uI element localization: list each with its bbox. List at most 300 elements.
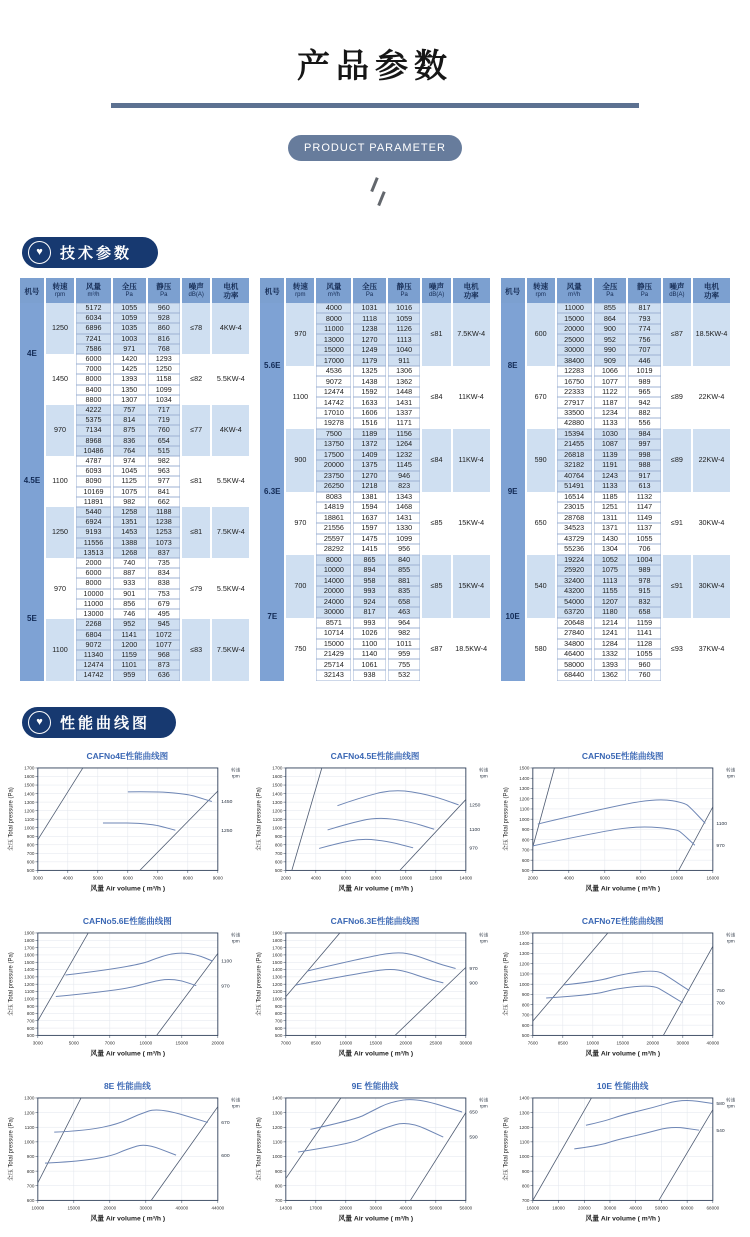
table-cell: 1200 xyxy=(113,640,146,650)
table-cell: 68440 xyxy=(557,670,592,681)
svg-text:1400: 1400 xyxy=(271,790,283,796)
table-cell: 1468 xyxy=(388,502,421,512)
svg-text:1200: 1200 xyxy=(271,1124,283,1130)
table-cell: 946 xyxy=(388,471,421,481)
svg-text:全压 Total pressure (Pa): 全压 Total pressure (Pa) xyxy=(503,951,510,1016)
table-cell: 4E xyxy=(20,303,44,405)
svg-text:500: 500 xyxy=(274,1032,283,1038)
svg-text:全压 Total pressure (Pa): 全压 Total pressure (Pa) xyxy=(503,1117,510,1182)
table-cell: 1375 xyxy=(353,460,386,470)
table-cell: 21429 xyxy=(316,649,351,659)
table-cell: 1171 xyxy=(388,418,421,428)
table-cell: 960 xyxy=(628,659,661,669)
table-cell: 20000 xyxy=(557,324,592,334)
svg-text:3000: 3000 xyxy=(32,1040,43,1046)
column-header: 静压 Pa xyxy=(628,278,661,303)
svg-text:8500: 8500 xyxy=(310,1040,321,1046)
svg-text:900: 900 xyxy=(26,1003,35,1009)
table-cell: 13000 xyxy=(316,334,351,344)
table-cell: 970 xyxy=(46,405,74,456)
table-cell: 860 xyxy=(148,323,181,333)
svg-text:700: 700 xyxy=(522,1012,530,1018)
table-cell: 958 xyxy=(353,576,386,586)
table-cell: 26250 xyxy=(316,481,351,491)
svg-text:500: 500 xyxy=(26,867,35,873)
table-cell: 8E xyxy=(501,303,525,429)
performance-chart xyxy=(5,927,250,1072)
table-cell: 960 xyxy=(148,303,181,313)
table-cell: 755 xyxy=(388,659,421,669)
table-cell: 900 xyxy=(286,429,314,492)
table-row xyxy=(20,456,249,466)
table-cell: 982 xyxy=(148,456,181,466)
table-cell: 1034 xyxy=(148,395,181,405)
title-divider xyxy=(111,103,639,108)
svg-text:rpm: rpm xyxy=(479,772,488,778)
table-cell: 4KW-4 xyxy=(212,405,249,456)
table-cell: 1234 xyxy=(594,408,627,418)
chart-title: CAFNo5.6E性能曲线图 xyxy=(82,915,172,926)
column-header: 电机 功率 xyxy=(693,278,730,303)
chart-title: CAFNo6.3E性能曲线图 xyxy=(330,915,420,926)
table-cell: 11891 xyxy=(76,497,111,507)
svg-text:15000: 15000 xyxy=(369,1040,382,1046)
svg-text:800: 800 xyxy=(274,842,283,848)
table-cell: 1180 xyxy=(594,607,627,617)
table-cell: 11000 xyxy=(557,303,592,313)
table-cell: 982 xyxy=(388,628,421,638)
column-header: 风量 m³/h xyxy=(76,278,111,303)
table-cell: 12474 xyxy=(316,387,351,397)
svg-text:1600: 1600 xyxy=(271,952,283,958)
svg-text:5000: 5000 xyxy=(92,874,103,880)
svg-text:800: 800 xyxy=(522,1183,530,1189)
svg-text:rpm: rpm xyxy=(727,938,735,944)
table-cell: 1031 xyxy=(353,303,386,313)
table-cell: 1052 xyxy=(594,555,627,565)
tech-table-5.6E xyxy=(258,278,491,681)
table-cell: 834 xyxy=(148,568,181,578)
table-cell: 942 xyxy=(628,397,661,407)
svg-text:1500: 1500 xyxy=(519,765,530,771)
table-cell: 15KW-4 xyxy=(453,555,490,618)
table-cell: 14742 xyxy=(76,670,111,680)
table-cell: 25000 xyxy=(557,334,592,344)
svg-text:700: 700 xyxy=(26,1183,35,1189)
table-cell: 11000 xyxy=(76,599,111,609)
svg-text:600: 600 xyxy=(221,1153,230,1159)
table-cell: 836 xyxy=(113,436,146,446)
table-cell: 19224 xyxy=(557,555,592,565)
svg-text:970: 970 xyxy=(468,966,478,972)
table-cell: 5.5KW-4 xyxy=(212,558,249,619)
svg-text:转速: 转速 xyxy=(726,766,736,772)
table-cell: 1159 xyxy=(628,618,661,628)
chart-slot xyxy=(253,1072,498,1237)
table-cell: 1133 xyxy=(594,418,627,428)
table-cell: 1304 xyxy=(594,544,627,554)
table-cell: 1077 xyxy=(594,376,627,386)
table-cell: 1128 xyxy=(628,639,661,649)
svg-text:1900: 1900 xyxy=(24,930,35,936)
svg-text:30000: 30000 xyxy=(459,1040,472,1046)
table-cell: 1026 xyxy=(353,628,386,638)
table-cell: 16514 xyxy=(557,492,592,502)
table-cell: 1099 xyxy=(148,385,181,395)
table-row xyxy=(501,366,730,376)
table-cell: 14000 xyxy=(316,576,351,586)
svg-text:1250: 1250 xyxy=(221,828,233,834)
svg-text:800: 800 xyxy=(274,1010,283,1016)
table-row xyxy=(20,405,249,415)
performance-chart xyxy=(5,1092,250,1237)
table-cell: 1055 xyxy=(628,649,661,659)
table-cell: 856 xyxy=(113,599,146,609)
svg-text:16000: 16000 xyxy=(526,1205,540,1211)
table-cell: 1126 xyxy=(388,324,421,334)
chart-slot xyxy=(500,1072,745,1237)
svg-text:全压 Total pressure (Pa): 全压 Total pressure (Pa) xyxy=(256,951,263,1016)
table-cell: 1066 xyxy=(594,366,627,376)
svg-text:1800: 1800 xyxy=(24,937,35,943)
svg-text:rpm: rpm xyxy=(479,1103,488,1109)
svg-text:1500: 1500 xyxy=(271,959,283,965)
table-cell: 970 xyxy=(286,492,314,555)
table-cell: 21455 xyxy=(557,439,592,449)
table-cell: 33500 xyxy=(557,408,592,418)
table-cell: 915 xyxy=(628,586,661,596)
table-cell: 4536 xyxy=(316,366,351,376)
table-cell: 17500 xyxy=(316,450,351,460)
svg-text:750: 750 xyxy=(716,988,725,994)
heart-badge-icon: ♥ xyxy=(28,711,51,734)
table-cell: 1250 xyxy=(148,364,181,374)
table-cell: 25714 xyxy=(316,659,351,669)
table-cell: 26818 xyxy=(557,450,592,460)
svg-text:15000: 15000 xyxy=(616,1040,630,1046)
table-cell: 1351 xyxy=(113,517,146,527)
performance-chart xyxy=(253,762,498,907)
table-cell: 7.5KW-4 xyxy=(212,507,249,558)
table-cell: ≤87 xyxy=(663,303,691,366)
table-cell: 750 xyxy=(286,618,314,681)
svg-text:16000: 16000 xyxy=(706,874,720,880)
lightning-icon xyxy=(0,175,750,211)
table-cell: 1137 xyxy=(628,523,661,533)
svg-text:1200: 1200 xyxy=(24,981,35,987)
table-row xyxy=(20,507,249,517)
table-cell: 5.5KW-4 xyxy=(212,456,249,507)
table-cell: 1249 xyxy=(353,345,386,355)
table-cell: 11000 xyxy=(316,324,351,334)
table-cell: 1307 xyxy=(113,395,146,405)
section-title: 技术参数 xyxy=(60,245,133,262)
section-title: 性能曲线图 xyxy=(60,714,151,732)
table-cell: 23015 xyxy=(557,502,592,512)
svg-text:1000: 1000 xyxy=(271,1154,283,1160)
table-cell: 22333 xyxy=(557,387,592,397)
performance-charts-grid xyxy=(0,742,750,1237)
table-cell: 1147 xyxy=(628,502,661,512)
table-cell: 11340 xyxy=(76,650,111,660)
column-header: 静压 Pa xyxy=(388,278,421,303)
table-cell: 768 xyxy=(148,344,181,354)
table-cell: 463 xyxy=(388,607,421,617)
table-cell: 15000 xyxy=(557,313,592,323)
table-cell: 1179 xyxy=(353,355,386,365)
table-cell: 1450 xyxy=(46,354,74,405)
table-cell: 515 xyxy=(148,446,181,456)
table-cell: 760 xyxy=(148,425,181,435)
table-cell: 22KW-4 xyxy=(693,429,730,492)
table-cell: 989 xyxy=(628,376,661,386)
svg-text:5000: 5000 xyxy=(68,1040,79,1046)
svg-text:1100: 1100 xyxy=(272,1139,283,1145)
table-cell: 959 xyxy=(113,670,146,680)
table-cell: 1016 xyxy=(388,303,421,313)
table-cell: 34523 xyxy=(557,523,592,533)
table-cell: ≤85 xyxy=(422,492,450,555)
table-cell: 7586 xyxy=(76,344,111,354)
table-cell: 658 xyxy=(628,607,661,617)
table-cell: ≤91 xyxy=(663,555,691,618)
svg-text:600: 600 xyxy=(274,859,283,865)
svg-text:600: 600 xyxy=(522,1022,530,1028)
table-cell: 1087 xyxy=(594,439,627,449)
svg-text:8000: 8000 xyxy=(636,874,647,880)
svg-text:8000: 8000 xyxy=(370,874,381,880)
table-cell: 30KW-4 xyxy=(693,492,730,555)
table-cell: 1075 xyxy=(113,487,146,497)
svg-text:风量 Air volume ( m³/h ): 风量 Air volume ( m³/h ) xyxy=(585,884,661,892)
table-cell: 7.5KW-4 xyxy=(453,303,490,366)
svg-text:3000: 3000 xyxy=(32,874,43,880)
table-cell: 1133 xyxy=(594,481,627,491)
table-cell: 965 xyxy=(628,387,661,397)
table-cell: 959 xyxy=(388,649,421,659)
table-cell: 1140 xyxy=(353,649,386,659)
performance-chart xyxy=(253,927,498,1072)
table-cell: 875 xyxy=(113,425,146,435)
svg-text:1300: 1300 xyxy=(271,974,283,980)
table-cell: 495 xyxy=(148,609,181,619)
table-cell: 1100 xyxy=(286,366,314,429)
table-cell: 963 xyxy=(148,466,181,476)
table-row xyxy=(260,429,489,439)
table-cell: 7000 xyxy=(76,364,111,374)
svg-text:2000: 2000 xyxy=(280,874,291,880)
column-header: 转速 rpm xyxy=(286,278,314,303)
table-cell: 909 xyxy=(594,355,627,365)
table-cell: 1270 xyxy=(353,334,386,344)
table-cell: 670 xyxy=(527,366,555,429)
svg-text:20000: 20000 xyxy=(211,1040,225,1046)
table-cell: 1059 xyxy=(388,313,421,323)
table-cell: 706 xyxy=(628,544,661,554)
svg-text:转速: 转速 xyxy=(231,1097,241,1103)
table-cell: 4222 xyxy=(76,405,111,415)
svg-text:风量 Air volume ( m³/h ): 风量 Air volume ( m³/h ) xyxy=(585,1215,661,1223)
svg-text:1600: 1600 xyxy=(24,952,35,958)
column-header: 电机 功率 xyxy=(453,278,490,303)
svg-text:20000: 20000 xyxy=(103,1205,117,1211)
svg-text:1200: 1200 xyxy=(519,795,530,801)
table-cell: 24000 xyxy=(316,597,351,607)
svg-text:800: 800 xyxy=(26,1010,35,1016)
svg-text:10000: 10000 xyxy=(399,874,412,880)
chart-title: 10E 性能曲线 xyxy=(596,1080,649,1091)
table-cell: 6034 xyxy=(76,313,111,323)
table-cell: 9E xyxy=(501,429,525,555)
column-header: 机号 xyxy=(501,278,525,303)
table-cell: 1113 xyxy=(388,334,421,344)
table-cell: 1633 xyxy=(353,397,386,407)
svg-text:500: 500 xyxy=(522,1032,530,1038)
table-cell: 540 xyxy=(527,555,555,618)
table-cell: 8090 xyxy=(76,476,111,486)
svg-text:1000: 1000 xyxy=(519,1154,530,1160)
table-cell: 580 xyxy=(527,618,555,681)
table-cell: 6804 xyxy=(76,630,111,640)
table-cell: 11KW-4 xyxy=(453,366,490,429)
column-header: 全压 Pa xyxy=(353,278,386,303)
table-cell: ≤91 xyxy=(663,492,691,555)
svg-text:10000: 10000 xyxy=(339,1040,352,1046)
svg-text:风量 Air volume ( m³/h ): 风量 Air volume ( m³/h ) xyxy=(90,884,166,892)
svg-text:540: 540 xyxy=(716,1128,725,1134)
svg-text:10000: 10000 xyxy=(31,1205,45,1211)
column-header: 噪声 dB(A) xyxy=(422,278,450,303)
svg-text:900: 900 xyxy=(522,1168,530,1174)
table-cell: 1516 xyxy=(353,418,386,428)
table-cell: 7241 xyxy=(76,334,111,344)
table-cell: 1101 xyxy=(113,660,146,670)
table-cell: 1250 xyxy=(46,303,74,354)
table-cell: 1003 xyxy=(113,334,146,344)
svg-text:1700: 1700 xyxy=(271,945,283,951)
table-cell: 54000 xyxy=(557,597,592,607)
table-cell: 15000 xyxy=(316,345,351,355)
svg-text:56000: 56000 xyxy=(459,1205,472,1211)
table-cell: 901 xyxy=(113,589,146,599)
table-cell: 887 xyxy=(113,568,146,578)
table-cell: 1019 xyxy=(628,366,661,376)
table-cell: 10486 xyxy=(76,446,111,456)
table-cell: 1075 xyxy=(594,565,627,575)
svg-text:650: 650 xyxy=(468,1110,478,1116)
svg-text:12000: 12000 xyxy=(429,874,442,880)
table-cell: 970 xyxy=(46,558,74,619)
svg-text:2000: 2000 xyxy=(528,874,539,880)
performance-chart xyxy=(5,762,250,907)
svg-text:900: 900 xyxy=(274,833,283,839)
svg-text:1300: 1300 xyxy=(24,1095,35,1101)
table-cell: 1592 xyxy=(353,387,386,397)
table-cell: 1415 xyxy=(353,544,386,554)
table-cell: 1055 xyxy=(113,303,146,313)
table-cell: 1099 xyxy=(388,534,421,544)
svg-text:4000: 4000 xyxy=(310,874,321,880)
svg-text:10000: 10000 xyxy=(670,874,684,880)
section-header-curves xyxy=(22,707,176,738)
table-cell: 1362 xyxy=(594,670,627,681)
table-cell: 1431 xyxy=(388,397,421,407)
table-cell: 1606 xyxy=(353,408,386,418)
table-cell: 1185 xyxy=(594,492,627,502)
svg-text:15000: 15000 xyxy=(67,1205,81,1211)
section-header-tech xyxy=(22,237,158,268)
table-cell: 1241 xyxy=(594,628,627,638)
svg-text:900: 900 xyxy=(26,833,35,839)
table-cell: 1253 xyxy=(148,527,181,537)
svg-text:1100: 1100 xyxy=(468,827,480,833)
table-cell: 13513 xyxy=(76,548,111,558)
table-cell: 757 xyxy=(113,405,146,415)
table-cell: 1420 xyxy=(113,354,146,364)
svg-text:800: 800 xyxy=(522,1002,530,1008)
table-cell: 600 xyxy=(527,303,555,366)
table-cell: ≤82 xyxy=(182,354,210,405)
svg-text:14300: 14300 xyxy=(279,1205,292,1211)
table-cell: 7134 xyxy=(76,425,111,435)
svg-text:1900: 1900 xyxy=(271,930,283,936)
table-cell: 11KW-4 xyxy=(453,429,490,492)
svg-text:6000: 6000 xyxy=(122,874,133,880)
column-header: 机号 xyxy=(20,278,44,303)
chart-title: 8E 性能曲线 xyxy=(103,1080,151,1091)
svg-text:风量 Air volume ( m³/h ): 风量 Air volume ( m³/h ) xyxy=(90,1215,166,1223)
table-cell: 938 xyxy=(353,670,386,681)
svg-text:800: 800 xyxy=(26,841,35,847)
column-header: 机号 xyxy=(260,278,284,303)
table-cell: 968 xyxy=(148,650,181,660)
table-cell: 1258 xyxy=(113,507,146,517)
table-row xyxy=(20,354,249,364)
table-cell: 58000 xyxy=(557,659,592,669)
table-row xyxy=(260,555,489,565)
table-cell: 6093 xyxy=(76,466,111,476)
svg-text:1200: 1200 xyxy=(519,1124,530,1130)
table-cell: 1448 xyxy=(388,387,421,397)
table-cell: 30KW-4 xyxy=(693,555,730,618)
table-cell: 1475 xyxy=(353,534,386,544)
table-cell: 945 xyxy=(148,619,181,629)
tech-table-slot-1 xyxy=(18,278,251,681)
table-cell: 882 xyxy=(628,408,661,418)
table-cell: 1232 xyxy=(388,450,421,460)
table-cell: 838 xyxy=(148,578,181,588)
table-cell: 816 xyxy=(148,334,181,344)
table-cell: ≤84 xyxy=(422,366,450,429)
svg-text:60000: 60000 xyxy=(681,1205,694,1211)
svg-text:40000: 40000 xyxy=(629,1205,643,1211)
table-cell: 1113 xyxy=(594,576,627,586)
svg-text:30000: 30000 xyxy=(369,1205,382,1211)
svg-text:全压 Total pressure (Pa): 全压 Total pressure (Pa) xyxy=(503,786,510,851)
svg-text:600: 600 xyxy=(26,1025,35,1031)
table-cell: 8800 xyxy=(76,395,111,405)
svg-text:风量 Air volume ( m³/h ): 风量 Air volume ( m³/h ) xyxy=(90,1050,166,1058)
table-cell: 17010 xyxy=(316,408,351,418)
table-cell: 1594 xyxy=(353,502,386,512)
table-cell: 28292 xyxy=(316,544,351,554)
svg-text:15000: 15000 xyxy=(175,1040,189,1046)
svg-text:1100: 1100 xyxy=(519,806,530,812)
table-cell: 650 xyxy=(527,492,555,555)
svg-text:1600: 1600 xyxy=(271,773,283,779)
table-cell: 832 xyxy=(628,597,661,607)
table-cell: 32400 xyxy=(557,576,592,586)
